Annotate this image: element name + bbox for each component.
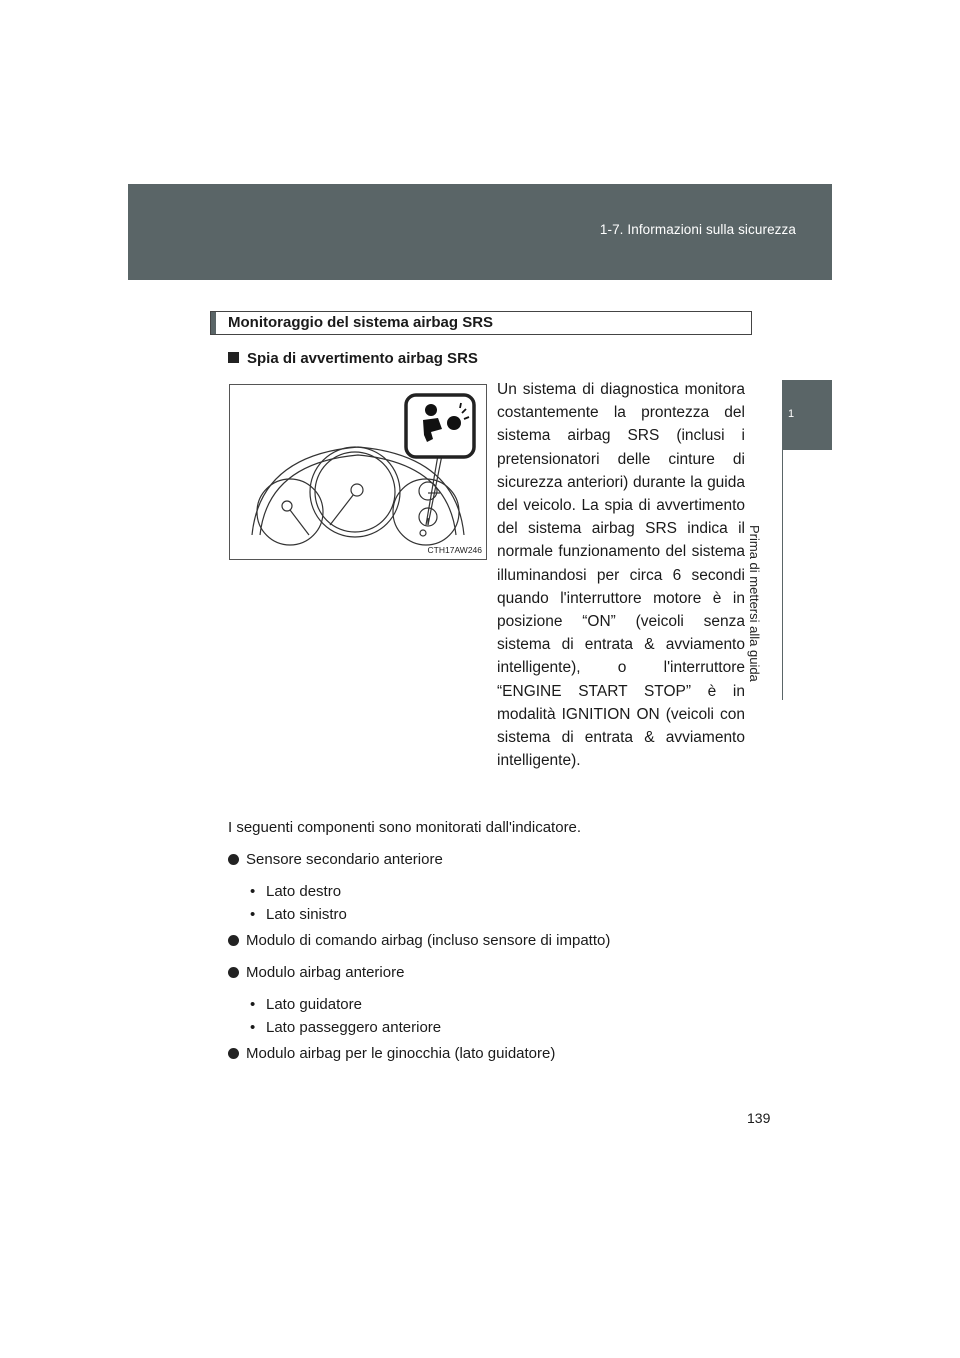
airbag-warning-icon bbox=[406, 395, 474, 457]
instrument-cluster-illustration bbox=[229, 384, 487, 560]
instrument-cluster-drawing bbox=[230, 385, 486, 559]
sub-list-item-label: Lato passeggero anteriore bbox=[266, 1019, 442, 1036]
chapter-tab bbox=[782, 380, 832, 450]
header-band bbox=[128, 184, 832, 280]
list-item-label: Sensore secondario anteriore bbox=[246, 851, 443, 868]
sub-list-item-label: Lato destro bbox=[266, 883, 342, 900]
square-bullet-icon bbox=[228, 352, 239, 363]
chapter-number: 1 bbox=[787, 408, 795, 420]
list-item bbox=[228, 851, 443, 868]
subheading bbox=[228, 350, 478, 367]
bullet-dot-icon bbox=[228, 935, 239, 946]
list-item-label: Modulo airbag per le ginocchia (lato guidatore) bbox=[246, 1045, 556, 1062]
sub-list-item-label: Lato sinistro bbox=[266, 906, 347, 923]
sub-list-item: • Lato sinistro bbox=[250, 906, 347, 923]
list-item bbox=[228, 964, 404, 981]
list-item-label: Modulo airbag anteriore bbox=[246, 964, 405, 981]
bullet-dot-icon bbox=[228, 854, 239, 865]
section-title: Monitoraggio del sistema airbag SRS bbox=[228, 314, 494, 331]
sub-list-item: • Lato destro bbox=[250, 883, 342, 900]
intro-text: I seguenti componenti sono monitorati dall'indicatore. bbox=[228, 819, 582, 836]
sub-list-item-label: Lato guidatore bbox=[266, 996, 362, 1013]
list-item bbox=[228, 932, 610, 949]
section-heading-bar bbox=[211, 312, 216, 334]
chapter-rule bbox=[782, 450, 783, 700]
list-item-label: Modulo di comando airbag (incluso sensore di impatto) bbox=[246, 932, 611, 949]
list-item bbox=[228, 1045, 555, 1062]
sub-list-item: • Lato passeggero anteriore bbox=[250, 1019, 442, 1036]
bullet-dot-icon bbox=[228, 967, 239, 978]
section-heading-box bbox=[210, 311, 752, 335]
chapter-label: Prima di mettersi alla guida bbox=[747, 525, 762, 682]
subheading-text: Spia di avvertimento airbag SRS bbox=[247, 350, 478, 367]
page-number: 139 bbox=[747, 1110, 771, 1126]
illustration-code: CTH17AW246 bbox=[427, 545, 482, 555]
bullet-dot-icon bbox=[228, 1048, 239, 1059]
description-paragraph: Un sistema di diagnostica monitora costantemente la prontezza del sistema airbag SRS (inclusi i pretensionatori delle cinture di sicurezza anteriori) durante la guida del veicolo. La spia di avvertimento del sistema airbag SRS indica il normale funzionamento del sistema illuminandosi per circa 6 secondi quando l'interruttore motore è in posizione “ON” (veicoli senza sistema di entrata & avviamento intelligente), o l'interruttore “ENGINE START STOP” è in modalità IGNITION ON (veicoli con sistema di entrata & avviamento intelligente). bbox=[497, 381, 745, 770]
sub-list-item: • Lato guidatore bbox=[250, 996, 362, 1013]
header-section-title: 1-7. Informazioni sulla sicurezza bbox=[599, 222, 796, 237]
